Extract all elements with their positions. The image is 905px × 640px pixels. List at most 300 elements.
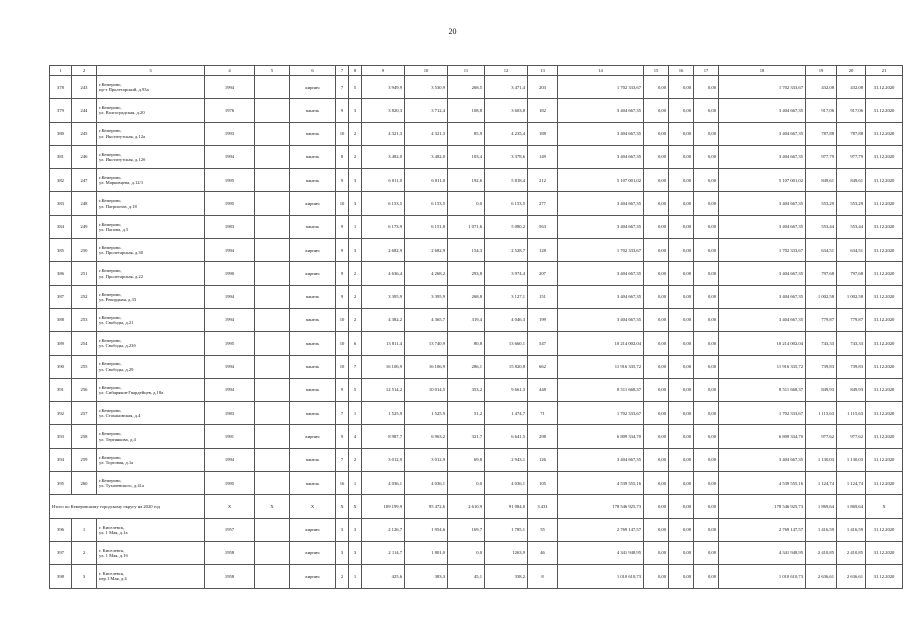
column-number-row <box>50 66 903 76</box>
residential-area-cell: 4 036,1 <box>485 472 528 495</box>
empty-cell <box>255 565 290 588</box>
total-area-cell: 6 153,5 <box>362 192 405 215</box>
residential-area-cell: 3 471,4 <box>485 76 528 99</box>
address-line: г.Кемерово, <box>99 477 122 483</box>
empty-cell <box>255 262 290 285</box>
total-cost-cell: 3 404 667,35 <box>719 99 806 122</box>
row-number: 381 <box>50 145 72 168</box>
max-unit-cost-cell: 1 002,58 <box>837 285 866 308</box>
unit-cost-cell: 1 124,74 <box>806 472 837 495</box>
year-cell: 1994 <box>205 76 255 99</box>
residential-area-cell: 13 660,1 <box>485 332 528 355</box>
page-number: 20 <box>448 27 457 36</box>
max-unit-cost-cell: 739,83 <box>837 355 866 378</box>
empty-cell <box>255 215 290 238</box>
nonresidential-area-cell: 1 071,6 <box>448 215 485 238</box>
district-id: 253 <box>72 308 97 331</box>
col16-cell: 0,00 <box>669 448 694 471</box>
residents-cell: 563 <box>528 215 558 238</box>
row-number: 379 <box>50 99 72 122</box>
address-cell <box>97 308 205 331</box>
table-row <box>50 565 903 588</box>
address-cell <box>97 448 205 471</box>
max-unit-cost-cell: 432,08 <box>837 76 866 99</box>
floors-cell: 9 <box>336 262 349 285</box>
col16-cell: 0,00 <box>669 425 694 448</box>
column-number-header: 17 <box>694 66 719 76</box>
wall-material-cell: панель <box>290 402 336 425</box>
col16-cell: 0,00 <box>669 145 694 168</box>
col17-cell: 0,00 <box>694 355 719 378</box>
total-cost-cell: 6 809 334,70 <box>719 425 806 448</box>
row-number: 396 <box>50 518 72 541</box>
year-cell: 1994 <box>205 378 255 401</box>
column-number-header: 2 <box>72 66 97 76</box>
deadline-cell: 31.12.2020 <box>866 308 903 331</box>
column-number-header: 18 <box>719 66 806 76</box>
deadline-cell: 31.12.2020 <box>866 565 903 588</box>
col15-cell: 0,00 <box>644 76 669 99</box>
year-cell: 1990 <box>205 262 255 285</box>
address-line: г.Кемерово, <box>99 361 122 367</box>
floors-cell: 9 <box>336 425 349 448</box>
living-area-cell: 3 530,9 <box>405 76 448 99</box>
nonresidential-area-cell: 286,1 <box>448 355 485 378</box>
district-id: 247 <box>72 169 97 192</box>
row-number: 390 <box>50 355 72 378</box>
row-number: 391 <box>50 378 72 401</box>
residents-cell: 151 <box>528 285 558 308</box>
year-cell: 1994 <box>205 448 255 471</box>
table-row <box>50 192 903 215</box>
entrances-cell: 1 <box>349 215 362 238</box>
year-cell: 1991 <box>205 425 255 448</box>
residential-area-cell: 2 943,1 <box>485 448 528 471</box>
address-line: г.Кемерово, <box>99 221 122 227</box>
district-id: 260 <box>72 472 97 495</box>
column-number-header: 7 <box>336 66 349 76</box>
column-number-header: 5 <box>255 66 290 76</box>
table-row <box>50 448 903 471</box>
wall-material-cell: кирпич <box>290 425 336 448</box>
living-area-cell: 2 682,9 <box>405 239 448 262</box>
total-area-cell: 3 820,3 <box>362 99 405 122</box>
row-number: 378 <box>50 76 72 99</box>
total-area-cell: 425,6 <box>362 565 405 588</box>
residential-area-cell: 4 046,3 <box>485 308 528 331</box>
deadline-cell: 31.12.2020 <box>866 541 903 564</box>
entrances-cell: 2 <box>349 262 362 285</box>
entrances-cell: 2 <box>349 308 362 331</box>
living-area-cell: 3 395,9 <box>405 285 448 308</box>
year-cell: 1958 <box>205 541 255 564</box>
col15-cell: 0,00 <box>644 285 669 308</box>
cost-cell: 4 341 948,95 <box>558 541 644 564</box>
address-line: г.Кемерово, <box>99 175 122 181</box>
address-line: г.Кемерово, <box>99 408 122 414</box>
col16-cell: 0,00 <box>669 378 694 401</box>
floors-cell: 10 <box>336 355 349 378</box>
year-cell: 1995 <box>205 332 255 355</box>
col15-cell: 0,00 <box>644 332 669 355</box>
nonresidential-area-cell: 293,8 <box>448 262 485 285</box>
living-area-cell: 4 365,7 <box>405 308 448 331</box>
total-cost-cell: 1 010 610,73 <box>719 565 806 588</box>
nonresidential-area-cell: 103,4 <box>448 145 485 168</box>
total-cost-sum: 178 546 925,73 <box>719 495 806 518</box>
empty-cell <box>255 285 290 308</box>
unit-cost-cell: 917,06 <box>806 99 837 122</box>
deadline-cell: 31.12.2020 <box>866 425 903 448</box>
column-number-header: 10 <box>405 66 448 76</box>
address-line: ул. 1 Мая, д.1а <box>99 529 128 535</box>
address-line: ул. Волгоградская, д.20 <box>99 110 145 116</box>
column-number-header: 21 <box>866 66 903 76</box>
unit-cost-cell: 849,61 <box>806 169 837 192</box>
empty-cell <box>255 518 290 541</box>
column-number-header: 14 <box>558 66 644 76</box>
unit-cost-total: 1 869,64 <box>806 495 837 518</box>
nonresidential-area-cell: 319,4 <box>448 308 485 331</box>
address-cell <box>97 355 205 378</box>
row-number: 389 <box>50 332 72 355</box>
deadline-cell: 31.12.2020 <box>866 472 903 495</box>
col17-cell: 0,00 <box>694 448 719 471</box>
row-number: 387 <box>50 285 72 308</box>
district-id: 255 <box>72 355 97 378</box>
total-x-cell: X <box>255 495 290 518</box>
entrances-cell: 2 <box>349 285 362 308</box>
total-area-sum: 109 199,9 <box>362 495 405 518</box>
total-x-cell: X <box>866 495 903 518</box>
address-line: ул. Торговая, д.1а <box>99 459 134 465</box>
col17-cell: 0,00 <box>694 262 719 285</box>
year-cell: 1994 <box>205 355 255 378</box>
cost-cell: 4 539 555,16 <box>558 472 644 495</box>
residents-cell: 128 <box>528 239 558 262</box>
residents-cell: 126 <box>528 448 558 471</box>
wall-material-cell: панель <box>290 448 336 471</box>
year-cell: 1958 <box>205 565 255 588</box>
col15-cell: 0,00 <box>644 169 669 192</box>
district-id: 246 <box>72 145 97 168</box>
year-cell: 1957 <box>205 518 255 541</box>
living-area-cell: 16 106,9 <box>405 355 448 378</box>
residential-area-cell: 4 235,4 <box>485 122 528 145</box>
residents-cell: 149 <box>528 145 558 168</box>
col17-cell: 0,00 <box>694 285 719 308</box>
wall-material-cell: панель <box>290 215 336 238</box>
total-area-cell: 6 173,9 <box>362 215 405 238</box>
total-cost-cell: 4 341 948,95 <box>719 541 806 564</box>
col17-sum: 0,00 <box>694 495 719 518</box>
address-line: г.Кемерово, <box>99 291 122 297</box>
table-row <box>50 332 903 355</box>
living-area-cell: 1 525,9 <box>405 402 448 425</box>
deadline-cell: 31.12.2020 <box>866 215 903 238</box>
max-unit-cost-cell: 1 130,03 <box>837 448 866 471</box>
district-id: 243 <box>72 76 97 99</box>
residential-area-cell: 6 153,5 <box>485 192 528 215</box>
cost-cell: 1 702 333,67 <box>558 402 644 425</box>
col17-cell: 0,00 <box>694 192 719 215</box>
nonresidential-area-cell: 80,8 <box>448 332 485 355</box>
cost-cell: 3 404 667,35 <box>558 192 644 215</box>
cost-cell: 1 702 333,67 <box>558 76 644 99</box>
empty-cell <box>255 99 290 122</box>
entrances-cell: 6 <box>349 332 362 355</box>
address-line: г.Кемерово, <box>99 338 122 344</box>
wall-material-cell: панель <box>290 472 336 495</box>
residents-cell: 199 <box>528 308 558 331</box>
address-cell <box>97 76 205 99</box>
deadline-cell: 31.12.2020 <box>866 99 903 122</box>
residential-area-cell: 2 528,7 <box>485 239 528 262</box>
wall-material-cell: кирпич <box>290 541 336 564</box>
empty-cell <box>255 169 290 192</box>
residential-area-cell: 1263,9 <box>485 541 528 564</box>
address-cell <box>97 402 205 425</box>
deadline-cell: 31.12.2020 <box>866 518 903 541</box>
floors-cell: 10 <box>336 122 349 145</box>
entrances-cell: 3 <box>349 192 362 215</box>
address-line: ул. Институтская, д.12а <box>99 133 146 139</box>
unit-cost-cell: 553,29 <box>806 192 837 215</box>
entrances-cell: 4 <box>349 425 362 448</box>
year-cell: 1995 <box>205 472 255 495</box>
address-cell <box>97 541 205 564</box>
entrances-cell: 3 <box>349 169 362 192</box>
total-cost-cell: 3 404 667,35 <box>719 122 806 145</box>
deadline-cell: 31.12.2020 <box>866 402 903 425</box>
district-id: 252 <box>72 285 97 308</box>
address-line: г.Кемерово, <box>99 431 122 437</box>
residents-cell: 46 <box>528 541 558 564</box>
address-line: г.Кемерово, <box>99 454 122 460</box>
col15-cell: 0,00 <box>644 402 669 425</box>
unit-cost-cell: 1 130,03 <box>806 448 837 471</box>
column-number-header: 6 <box>290 66 336 76</box>
empty-cell <box>255 332 290 355</box>
residents-cell: 207 <box>528 262 558 285</box>
cost-cell: 8 511 668,37 <box>558 378 644 401</box>
cost-cell: 3 404 667,35 <box>558 262 644 285</box>
row-number: 392 <box>50 402 72 425</box>
address-cell <box>97 565 205 588</box>
floors-cell: 7 <box>336 402 349 425</box>
total-cost-cell: 1 702 333,67 <box>719 76 806 99</box>
unit-cost-cell: 2 636,61 <box>806 565 837 588</box>
floors-cell: 9 <box>336 215 349 238</box>
max-unit-cost-cell: 787,88 <box>837 122 866 145</box>
total-area-cell: 3 482,0 <box>362 145 405 168</box>
living-area-cell: 4 036,1 <box>405 472 448 495</box>
district-id: 3 <box>72 565 97 588</box>
col16-cell: 0,00 <box>669 308 694 331</box>
col15-cell: 0,00 <box>644 448 669 471</box>
empty-cell <box>255 239 290 262</box>
total-area-cell: 6 011,0 <box>362 169 405 192</box>
unit-cost-cell: 1 002,58 <box>806 285 837 308</box>
total-x-cell: X <box>349 495 362 518</box>
unit-cost-cell: 787,88 <box>806 122 837 145</box>
total-area-cell: 4 636,4 <box>362 262 405 285</box>
table-row <box>50 355 903 378</box>
address-cell <box>97 169 205 192</box>
max-unit-cost-cell: 797,68 <box>837 262 866 285</box>
residents-cell: 448 <box>528 378 558 401</box>
entrances-cell: 3 <box>349 99 362 122</box>
total-cost-cell: 2 769 147,57 <box>719 518 806 541</box>
col16-cell: 0,00 <box>669 565 694 588</box>
address-line: г. Киселевск, <box>99 524 125 530</box>
total-area-cell: 3 395,9 <box>362 285 405 308</box>
floors-cell: 10 <box>336 332 349 355</box>
col15-cell: 0,00 <box>644 215 669 238</box>
total-cost-cell: 1 702 333,67 <box>719 402 806 425</box>
wall-material-cell: кирпич <box>290 262 336 285</box>
table-row <box>50 215 903 238</box>
max-unit-cost-cell: 977,62 <box>837 425 866 448</box>
living-area-cell: 383,3 <box>405 565 448 588</box>
empty-cell <box>255 472 290 495</box>
row-number: 397 <box>50 541 72 564</box>
year-cell: 1983 <box>205 402 255 425</box>
total-cost-cell: 3 404 667,35 <box>719 192 806 215</box>
nonresidential-area-cell: 0,0 <box>448 541 485 564</box>
living-area-cell: 3 012,9 <box>405 448 448 471</box>
col16-sum: 0,00 <box>669 495 694 518</box>
deadline-cell: 31.12.2020 <box>866 448 903 471</box>
max-unit-cost-cell: 553,29 <box>837 192 866 215</box>
address-cell <box>97 425 205 448</box>
unit-cost-cell: 797,68 <box>806 262 837 285</box>
total-area-cell: 4 036,1 <box>362 472 405 495</box>
living-area-sum: 95 472,6 <box>405 495 448 518</box>
floors-cell: 9 <box>336 285 349 308</box>
entrances-cell: 2 <box>349 448 362 471</box>
nonresidential-area-cell: 85,9 <box>448 122 485 145</box>
max-unit-cost-cell: 743,33 <box>837 332 866 355</box>
column-number-header: 8 <box>349 66 362 76</box>
cost-cell: 6 809 334,70 <box>558 425 644 448</box>
cost-cell: 3 404 667,35 <box>558 285 644 308</box>
register-table <box>49 65 903 589</box>
district-id: 1 <box>72 518 97 541</box>
column-number-header: 13 <box>528 66 558 76</box>
total-area-cell: 3 012,9 <box>362 448 405 471</box>
address-line: ул. Свободы, д.23б <box>99 343 136 349</box>
total-cost-cell: 3 404 667,35 <box>719 285 806 308</box>
living-area-cell: 6 151,8 <box>405 215 448 238</box>
year-cell: 1994 <box>205 145 255 168</box>
nonresidential-area-cell: 51,2 <box>448 402 485 425</box>
total-cost-cell: 3 404 667,35 <box>719 308 806 331</box>
cost-cell: 3 404 667,35 <box>558 215 644 238</box>
unit-cost-cell: 739,83 <box>806 355 837 378</box>
floors-cell: 10 <box>336 192 349 215</box>
year-cell: 1994 <box>205 239 255 262</box>
max-unit-cost-cell: 553,44 <box>837 215 866 238</box>
row-number: 388 <box>50 308 72 331</box>
year-cell: 1983 <box>205 215 255 238</box>
address-line: ул. Тухачевского, д.41а <box>99 483 144 489</box>
unit-cost-cell: 634,51 <box>806 239 837 262</box>
district-id: 257 <box>72 402 97 425</box>
table-row <box>50 425 903 448</box>
district-id: 244 <box>72 99 97 122</box>
column-number-header: 4 <box>205 66 255 76</box>
wall-material-cell: кирпич <box>290 76 336 99</box>
residential-area-sum: 91 084,0 <box>485 495 528 518</box>
address-line: ул. Свободы, д.21 <box>99 320 134 326</box>
max-unit-cost-cell: 779,87 <box>837 308 866 331</box>
col17-cell: 0,00 <box>694 332 719 355</box>
unit-cost-cell: 849,93 <box>806 378 837 401</box>
deadline-cell: 31.12.2020 <box>866 239 903 262</box>
col16-cell: 0,00 <box>669 472 694 495</box>
residential-area-cell: 5 080,2 <box>485 215 528 238</box>
wall-material-cell: панель <box>290 145 336 168</box>
table-row <box>50 541 903 564</box>
residential-area-cell: 15 820,8 <box>485 355 528 378</box>
table-row <box>50 402 903 425</box>
wall-material-cell: панель <box>290 285 336 308</box>
year-cell: 1994 <box>205 308 255 331</box>
address-line: г.Кемерово, <box>99 314 122 320</box>
entrances-cell: 7 <box>349 355 362 378</box>
col16-cell: 0,00 <box>669 239 694 262</box>
wall-material-cell: кирпич <box>290 518 336 541</box>
address-line: ул. Пролетарская, д.30 <box>99 250 143 256</box>
entrances-cell: 2 <box>349 122 362 145</box>
total-area-cell: 4 321,3 <box>362 122 405 145</box>
nonresidential-area-cell: 268,5 <box>448 76 485 99</box>
address-cell <box>97 518 205 541</box>
col15-cell: 0,00 <box>644 541 669 564</box>
address-cell <box>97 239 205 262</box>
max-unit-cost-cell: 977,79 <box>837 145 866 168</box>
address-line: г.Кемерово, <box>99 105 122 111</box>
column-number-header: 15 <box>644 66 669 76</box>
col15-cell: 0,00 <box>644 145 669 168</box>
table-row <box>50 378 903 401</box>
max-unit-cost-cell: 1 115,63 <box>837 402 866 425</box>
table-row <box>50 239 903 262</box>
wall-material-cell: кирпич <box>290 239 336 262</box>
column-number-header: 3 <box>97 66 205 76</box>
residential-area-cell: 3 974,4 <box>485 262 528 285</box>
table-row <box>50 145 903 168</box>
wall-material-cell: кирпич <box>290 565 336 588</box>
entrances-cell: 1 <box>349 472 362 495</box>
col17-cell: 0,00 <box>694 518 719 541</box>
column-number-header: 19 <box>806 66 837 76</box>
floors-cell: 2 <box>336 565 349 588</box>
unit-cost-cell: 977,62 <box>806 425 837 448</box>
residential-area-cell: 1 785,1 <box>485 518 528 541</box>
floors-cell: 9 <box>336 169 349 192</box>
wall-material-cell: кирпич <box>290 192 336 215</box>
residential-area-cell: 1 474,7 <box>485 402 528 425</box>
address-cell <box>97 262 205 285</box>
table-row <box>50 169 903 192</box>
residents-cell: 662 <box>528 355 558 378</box>
col16-cell: 0,00 <box>669 76 694 99</box>
col17-cell: 0,00 <box>694 541 719 564</box>
floors-cell: 16 <box>336 472 349 495</box>
residents-cell: 547 <box>528 332 558 355</box>
